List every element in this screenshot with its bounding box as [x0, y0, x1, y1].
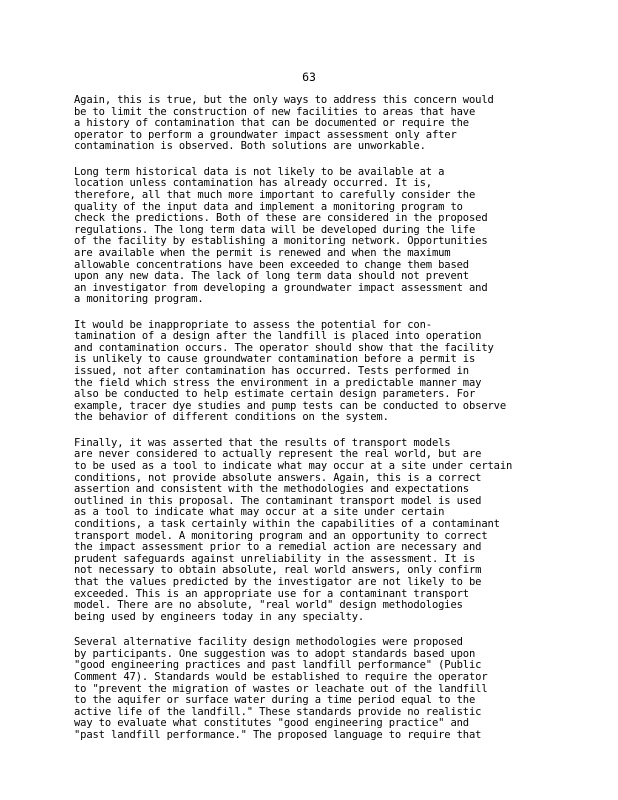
paragraph: [74, 95, 552, 153]
text-line: the impact assessment prior to a remedial action are necessary and: [74, 542, 482, 554]
text-line: model. There are no absolute, "real world" design methodologies: [74, 600, 463, 612]
text-line: "good engineering practices and past landfill performance" (Public: [74, 660, 482, 672]
text-line: conditions, a task certainly within the capabilities of a contaminant: [74, 518, 500, 530]
text-line: not necessary to obtain absolute, real world answers, only confirm: [74, 565, 482, 577]
text-line: allowable concentrations have been exceeded to change them based: [74, 259, 469, 271]
text-line: the behavior of different conditions on the system.: [74, 412, 389, 424]
paragraph: [74, 637, 552, 741]
page-number: 63: [302, 70, 316, 84]
text-line: It would be inappropriate to assess the potential for con-: [74, 319, 432, 331]
text-line: a monitoring program.: [74, 294, 204, 306]
text-line: a history of contamination that can be documented or require the: [74, 118, 469, 130]
text-line: "past landfill performance." The proposed language to require that: [74, 729, 482, 741]
text-line: are never considered to actually represent the real world, but are: [74, 449, 482, 461]
text-line: Again, this is true, but the only ways to address this concern would: [74, 95, 494, 106]
text-line: contamination is observed. Both solutions are unworkable.: [74, 141, 426, 153]
text-line: prudent safeguards against unreliability in the assessment. It is: [74, 553, 476, 565]
text-line: also be conducted to help estimate certain design parameters. For: [74, 389, 476, 401]
text-line: an investigator from developing a groundwater impact assessment and: [74, 282, 488, 294]
text-line: is unlikely to cause groundwater contamination before a permit is: [74, 354, 476, 366]
text-line: way to evaluate what constitutes "good engineering practice" and: [74, 718, 469, 730]
text-line: to "prevent the migration of wastes or leachate out of the landfill: [74, 683, 488, 695]
text-line: the field which stress the environment in a predictable manner may: [74, 377, 482, 389]
text-line: upon any new data. The lack of long term data should not prevent: [74, 271, 469, 283]
text-line: location unless contamination has already occurred. It is,: [74, 178, 432, 190]
text-line: issued, not after contamination has occurred. Tests performed in: [74, 366, 469, 378]
text-line: check the predictions. Both of these are considered in the proposed: [74, 213, 488, 225]
paragraph: [74, 167, 552, 306]
text-line: tamination of a design after the landfill is placed into operation: [74, 331, 482, 343]
text-line: Long term historical data is not likely to be available at a: [74, 166, 445, 178]
text-line: and contamination occurs. The operator should show that the facility: [74, 342, 494, 354]
text-line: be to limit the construction of new facilities to areas that have: [74, 106, 476, 118]
text-line: to be used as a tool to indicate what may occur at a site under certain: [74, 461, 513, 473]
text-line: Finally, it was asserted that the results of transport models: [74, 437, 451, 449]
text-line: are available when the permit is renewed and when the maximum: [74, 247, 451, 259]
text-line: outlined in this proposal. The contaminant transport model is used: [74, 495, 482, 507]
text-line: to the aquifer or surface water during a time period equal to the: [74, 695, 476, 707]
text-line: of the facility by establishing a monitoring network. Opportunities: [74, 236, 488, 248]
text-line: as a tool to indicate what may occur at a site under certain: [74, 507, 445, 519]
text-line: therefore, all that much more important to carefully consider the: [74, 189, 476, 201]
text-line: regulations. The long term data will be developed during the life: [74, 224, 476, 236]
text-line: Comment 47). Standards would be established to require the operator: [74, 671, 488, 683]
text-line: exceeded. This is an appropriate use for a contaminant transport: [74, 588, 469, 600]
text-line: Several alternative facility design methodologies were proposed: [74, 637, 463, 649]
text-line: quality of the input data and implement a monitoring program to: [74, 201, 463, 213]
text-line: assertion and consistent with the methodologies and expectations: [74, 484, 469, 496]
text-line: conditions, not provide absolute answers. Again, this is a correct: [74, 472, 482, 484]
paragraph: [74, 438, 552, 624]
text-line: transport model. A monitoring program and an opportunity to correct: [74, 530, 488, 542]
text-line: example, tracer dye studies and pump tests can be conducted to observe: [74, 400, 507, 412]
text-line: operator to perform a groundwater impact assessment only after: [74, 129, 457, 141]
body-text: [74, 95, 552, 755]
text-line: active life of the landfill." These standards provide no realistic: [74, 706, 482, 718]
paragraph: [74, 320, 552, 424]
text-line: that the values predicted by the investigator are not likely to be: [74, 576, 482, 588]
text-line: being used by engineers today in any specialty.: [74, 611, 365, 623]
text-line: by participants. One suggestion was to adopt standards based upon: [74, 648, 476, 660]
